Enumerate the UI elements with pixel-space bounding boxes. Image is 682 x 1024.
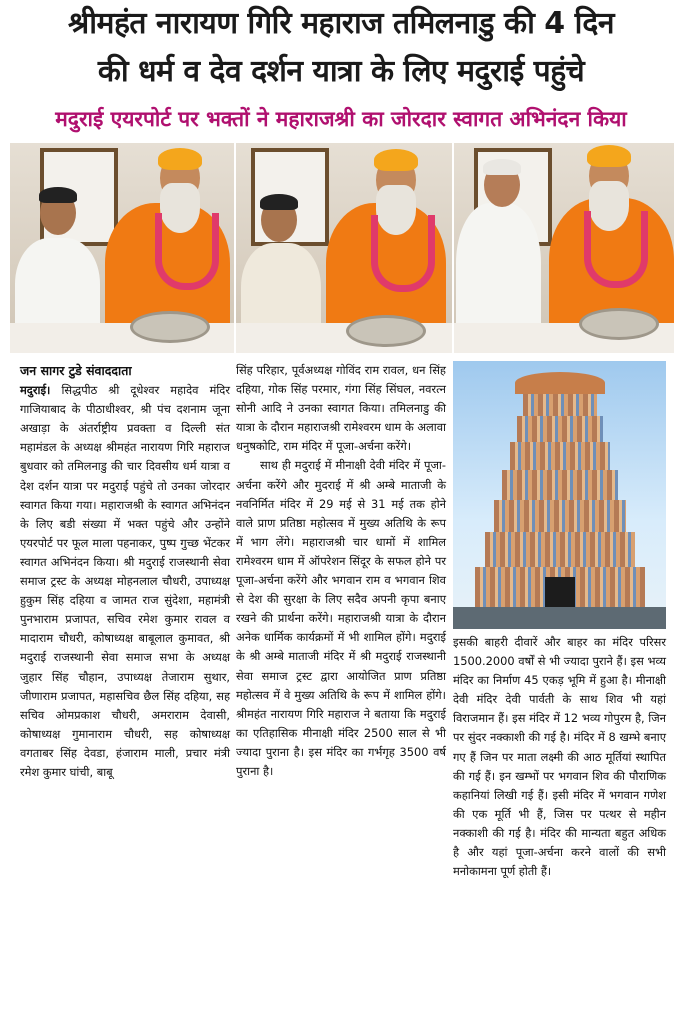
article-column-2 <box>236 361 446 781</box>
subheadline: मदुराई एयरपोर्ट पर भक्तों ने महाराजश्री का जोरदार स्वागत अभिनंदन किया <box>55 107 627 131</box>
headline-line-2: की धर्म व देव दर्शन यात्रा के लिए मदुराई पहुंचे <box>97 54 585 89</box>
headline-line-1: श्रीमहंत नारायण गिरि महाराज तमिलनाडु की 4 दिन <box>68 6 614 41</box>
byline: जन सागर टुडे संवाददाता <box>20 363 132 378</box>
dateline: मदुराई। <box>20 383 51 398</box>
article-column-3 <box>453 633 666 881</box>
article-text-col3: इसकी बाहरी दीवारें और बाहर का मंदिर परिसर 1500.2000 वर्षों से भी ज्यादा पुराने हैं। इस भव्य मंदिर का निर्माण 45 एकड़ भूमि में हुआ है। मीनाक्षी देवी मंदिर देवी पार्वती के साथ शिव भी यहां विराजमान हैं। इस मंदिर में 12 भव्य गोपुरम है, जिन पर सुंदर नक्काशी की गई है। मंदिर में 8 खम्भे बनाए गए हैं जिन पर माता लक्ष्मी की आठ मूर्तियां स्थापित की गई हैं। इन खम्भों पर भगवान शिव की पौराणिक कहानियां लिखी गई हैं। इसी मंदिर में भगवान गणेश की एक मूर्ति भी हैं, जिस पर पत्थर से महीन नक्काशी की गई है। मंदिर की मान्यता बहुत अधिक है और यहां पूजा-अर्चना करने वालों की सभी मनोकामना पूर्ण होती हैं। <box>453 635 666 879</box>
article-text-col1: सिद्धपीठ श्री दूधेश्वर महादेव मंदिर गाजियाबाद के पीठाधीश्वर, श्री पंच दशनाम जूना अखाड़ा के अंतर्राष्ट्रीय प्रवक्ता व दिल्ली संत महामंडल के अध्यक्ष श्रीमहंत नारायण गिरि महाराज बुधवार को तमिलनाडु की चार दिवसीय धर्म यात्रा व देश दर्शन यात्रा पर मदुराई पहुंचे तो उनका जोरदार स्वागत किया गया। महाराजश्री के स्वागत अभिनंदन के लिए बडी संख्या में भक्त पहुंचे और उन्होंने एयरपोर्ट पर फूल माला पहनाकर, पुष्प गुच्छ भेंटकर स्वागत अभिनंदन किया। श्री मदुराई राजस्थानी सेवा समाज ट्रस्ट के अध्यक्ष मोहनलाल चौधरी, उपाध्यक्ष हुकुम सिंह दहिया व जामत राज सुंदेशा, महामंत्री पुनभाराम प्रजापत, सचिव रमेश कुमार रावल व मादाराम चौधरी, कोषाध्यक्ष बाबूलाल कुमावत, श्री मदुराई राजस्थानी सेवा समाज सभा के अध्यक्ष जुहार सिंह चौहान, उपाध्यक्ष तेजाराम सुथार, जीणाराम प्रजापत, महासचिव छैल सिंह दहिया, सह सचिव ओमप्रकाश चौधरी, अमराराम देवासी, कोषाध्यक्ष गुमानाराम चौधरी, सह कोषाध्यक्ष वगताबर सिंह देवडा, हंजाराम माली, प्रचार मंत्री रमेश कुमार घांची, बाबू <box>20 383 231 779</box>
article-text-col2-p1: सिंह परिहार, पूर्वअध्यक्ष गोविंद राम रावल, धन सिंह दहिया, गोक सिंह परमार, गंगा सिंह सिंघल, नवरत्न सोनी आदि ने उनका स्वागत किया। तमिलनाडु की यात्रा के दौरान महाराजश्री रामेश्वरम धाम के अलावा धनुषकोटि, राम मंदिर में पूजा-अर्चना करेंगे। <box>236 363 446 454</box>
photo-sadhu-with-guest-3 <box>454 143 674 353</box>
article-column-1 <box>20 361 230 782</box>
photo-sadhu-with-guest-2 <box>236 143 452 353</box>
photo-meenakshi-temple-gopuram <box>453 361 666 629</box>
photo-sadhu-with-guest-1 <box>10 143 234 353</box>
article-text-col2-p2: साथ ही मदुराई में मीनाक्षी देवी मंदिर में पूजा-अर्चना करेंगे और मुदराई में श्री अम्बे माताजी के नवनिर्मित मंदिर में 29 मई से 31 मई तक होने वाले प्राण प्रतिष्ठा महोत्सव में मुख्य अतिथि के रूप में भाग लेंगे। महाराजश्री चार धामों में शामिल रामेश्वरम धाम में ऑपरेशन सिंदूर के सफल होने पर पूजा-अर्चना करेंगे और भगवान राम व भगवान शिव से देश की सुरक्षा के लिए सदैव अपनी कृपा बनाए रखने की प्रार्थना करेंगे। महाराजश्री यात्रा के दौरान अनेक धार्मिक कार्यक्रमों में भी शामिल होंगे। मदुराई के श्री अम्बे माताजी मंदिर में श्री मदुराई राजस्थानी सेवा समाज ट्रस्ट द्वारा आयोजित प्राण प्रतिष्ठा महोत्सव में वे मुख्य अतिथि के रूप में शामिल होंगे। श्रीमहंत नारायण गिरि महाराज ने बताया कि मदुराई का एतिहासिक मीनाक्षी मंदिर 2500 साल से भी ज्यादा पुराना है। इस मंदिर का गर्भगृह 3500 वर्ष पुराना है। <box>236 458 446 778</box>
photo-strip <box>10 143 674 353</box>
